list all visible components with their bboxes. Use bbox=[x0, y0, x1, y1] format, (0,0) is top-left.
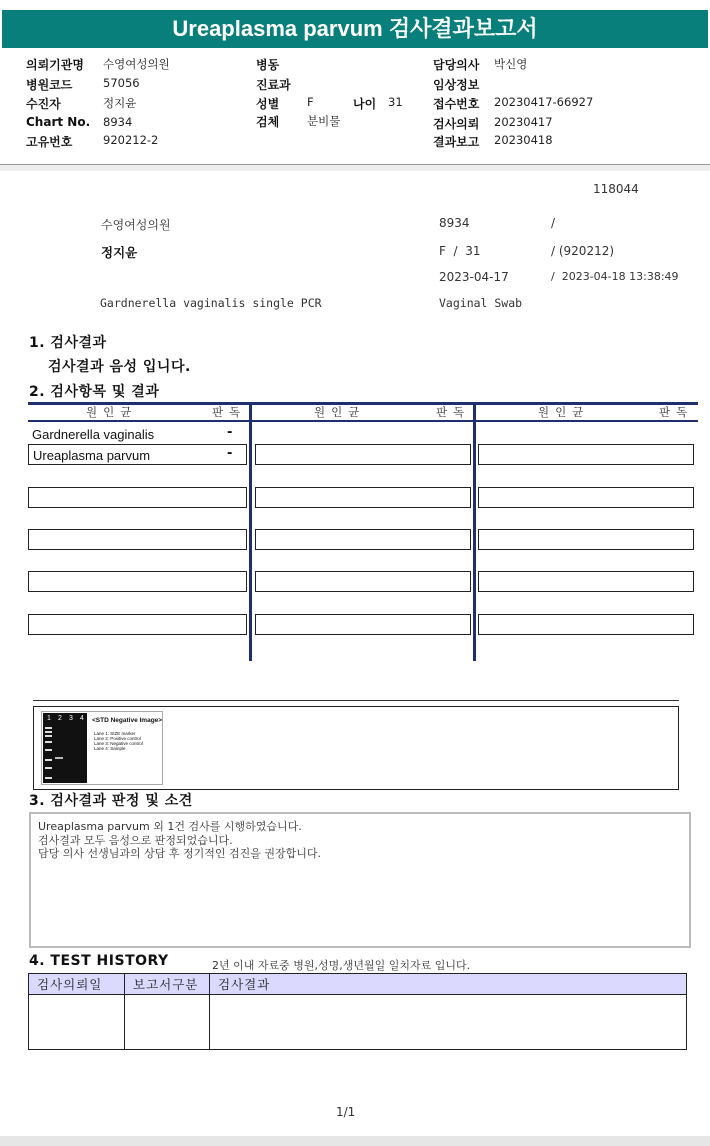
hospital-value: 수영여성의원 bbox=[103, 57, 170, 71]
comment-body bbox=[38, 820, 321, 861]
empty-result-cell bbox=[255, 614, 471, 635]
marker-band bbox=[45, 777, 52, 779]
history-cell bbox=[29, 995, 125, 1050]
col1-judge-header: 판독 bbox=[212, 405, 247, 419]
chart-no-value: 8934 bbox=[103, 115, 133, 129]
age-label: 나이 bbox=[353, 97, 377, 111]
col3-organism-header: 원인균 bbox=[538, 405, 590, 419]
history-col-report-type: 보고서구분 bbox=[125, 974, 210, 995]
organism-result: - bbox=[227, 446, 233, 461]
unique-no-value: 920212-2 bbox=[103, 133, 159, 147]
col2-organism-header: 원인균 bbox=[314, 405, 366, 419]
empty-result-cell bbox=[478, 444, 694, 465]
empty-result-cell bbox=[478, 614, 694, 635]
gel-photo bbox=[43, 713, 87, 783]
history-header-row bbox=[29, 974, 687, 995]
section-4-title: 4. TEST HISTORY bbox=[29, 953, 169, 969]
page-bottom-edge bbox=[0, 1136, 710, 1146]
empty-result-cell bbox=[28, 487, 247, 508]
gel-title: <STD Negative Image> bbox=[92, 717, 163, 724]
empty-result-cell bbox=[28, 529, 247, 550]
clinical-info-label: 임상정보 bbox=[433, 78, 480, 92]
empty-result-cell bbox=[478, 571, 694, 592]
gel-legend-item: Lane 2: Positive control bbox=[94, 736, 141, 741]
marker-band bbox=[45, 759, 52, 761]
marker-band bbox=[45, 735, 52, 737]
organism-name: Gardnerella vaginalis bbox=[32, 427, 155, 442]
info-patient: 정지윤 bbox=[101, 245, 138, 260]
empty-result-cell bbox=[255, 529, 471, 550]
lane-number: 4 bbox=[80, 715, 84, 722]
comment-box bbox=[29, 812, 691, 948]
report-code: 118044 bbox=[593, 182, 639, 196]
marker-band bbox=[45, 767, 52, 769]
report-date-label: 결과보고 bbox=[433, 135, 480, 149]
info-specimen: Vaginal Swab bbox=[439, 296, 523, 310]
gel-top-rule bbox=[33, 700, 679, 701]
result-summary: 검사결과 음성 입니다. bbox=[48, 359, 191, 375]
hospital-code-label: 병원코드 bbox=[26, 78, 73, 92]
gel-legend-item: Lane 4: Sample bbox=[94, 746, 126, 751]
patient-value: 정지윤 bbox=[103, 96, 137, 110]
receipt-no-label: 접수번호 bbox=[433, 97, 480, 111]
patient-label: 수진자 bbox=[26, 97, 61, 111]
hospital-label: 의뢰기관명 bbox=[26, 58, 84, 72]
info-birth: / (920212) bbox=[551, 244, 615, 258]
marker-band bbox=[45, 731, 52, 733]
history-col-request-date: 검사의뢰일 bbox=[29, 974, 125, 995]
section-1-title: 1. 검사결과 bbox=[29, 335, 107, 351]
info-slash: / bbox=[551, 216, 556, 230]
age-value: 31 bbox=[388, 95, 403, 109]
department-label: 진료과 bbox=[256, 78, 291, 92]
request-date-value: 20230417 bbox=[494, 115, 553, 129]
empty-result-cell bbox=[255, 487, 471, 508]
table-header-border bbox=[28, 420, 698, 422]
gel-legend-item: Lane 1: SIZE marker bbox=[94, 731, 136, 736]
empty-result-cell bbox=[28, 614, 247, 635]
info-report-time: / 2023-04-18 13:38:49 bbox=[551, 270, 679, 283]
history-table bbox=[28, 973, 687, 1050]
page-number: 1/1 bbox=[336, 1105, 356, 1119]
section-2-title: 2. 검사항목 및 결과 bbox=[29, 384, 160, 400]
marker-band bbox=[45, 749, 52, 751]
history-empty-row bbox=[29, 995, 687, 1050]
organism-name: Ureaplasma parvum bbox=[33, 448, 151, 463]
empty-result-cell bbox=[478, 529, 694, 550]
positive-band bbox=[55, 757, 63, 759]
info-test-name: Gardnerella vaginalis single PCR bbox=[100, 296, 322, 310]
col1-organism-header: 원인균 bbox=[86, 405, 138, 419]
specimen-label: 검체 bbox=[256, 115, 280, 129]
empty-result-cell bbox=[28, 571, 247, 592]
history-col-result: 검사결과 bbox=[210, 974, 687, 995]
section-3-title: 3. 검사결과 판정 및 소견 bbox=[29, 793, 193, 809]
table-divider-1 bbox=[249, 402, 252, 661]
info-hospital: 수영여성의원 bbox=[101, 218, 171, 232]
col3-judge-header: 판독 bbox=[659, 405, 694, 419]
gel-electrophoresis-image bbox=[41, 711, 163, 785]
info-chart: 8934 bbox=[439, 216, 470, 230]
lane-number: 3 bbox=[69, 715, 73, 722]
lane-number: 2 bbox=[58, 715, 62, 722]
col2-judge-header: 판독 bbox=[436, 405, 471, 419]
lane-number: 1 bbox=[47, 715, 51, 722]
specimen-value: 분비물 bbox=[307, 114, 341, 128]
info-sex-age: F / 31 bbox=[439, 244, 481, 258]
marker-band bbox=[45, 741, 52, 743]
history-cell bbox=[210, 995, 687, 1050]
empty-result-cell bbox=[255, 444, 471, 465]
comment-line: Ureaplasma parvum 외 1건 검사를 시행하였습니다. bbox=[38, 820, 302, 833]
empty-result-cell bbox=[255, 571, 471, 592]
receipt-no-value: 20230417-66927 bbox=[494, 95, 594, 109]
sex-value: F bbox=[307, 95, 314, 109]
comment-line: 담당 의사 선생님과의 상담 후 정기적인 검진을 권장합니다. bbox=[38, 847, 321, 860]
doctor-value: 박신영 bbox=[494, 57, 528, 71]
hospital-code-value: 57056 bbox=[103, 76, 140, 90]
info-date: 2023-04-17 bbox=[439, 270, 509, 284]
ward-label: 병동 bbox=[256, 58, 280, 72]
sex-label: 성별 bbox=[256, 97, 280, 111]
gel-legend-item: Lane 3: Negative control bbox=[94, 741, 143, 746]
doctor-label: 담당의사 bbox=[433, 58, 480, 72]
report-title: Ureaplasma parvum 검사결과보고서 bbox=[2, 10, 708, 48]
header-shade bbox=[0, 165, 710, 171]
empty-result-cell bbox=[478, 487, 694, 508]
history-cell bbox=[125, 995, 210, 1050]
chart-no-label: Chart No. bbox=[26, 115, 91, 129]
request-date-label: 검사의뢰 bbox=[433, 117, 480, 131]
table-divider-2 bbox=[473, 402, 476, 661]
organism-result: - bbox=[227, 425, 233, 440]
unique-no-label: 고유번호 bbox=[26, 135, 73, 149]
comment-line: 검사결과 모두 음성으로 판정되었습니다. bbox=[38, 833, 233, 847]
history-note: 2년 이내 자료중 병원,성명,생년월일 일치자료 입니다. bbox=[212, 959, 471, 972]
report-date-value: 20230418 bbox=[494, 133, 553, 147]
marker-band bbox=[45, 727, 52, 729]
